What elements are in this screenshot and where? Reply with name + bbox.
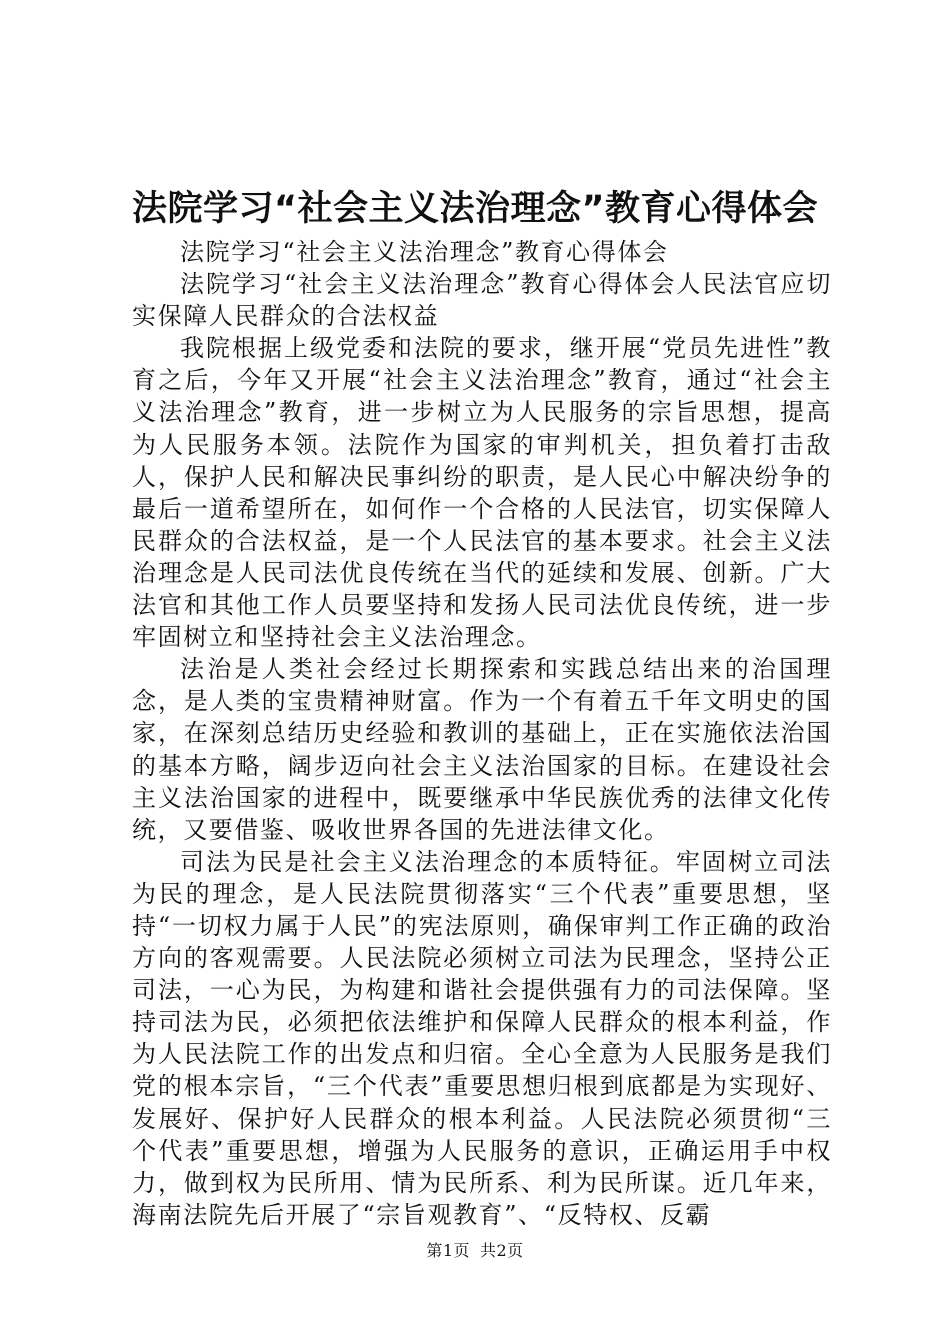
page-total: 共2页 (480, 1241, 524, 1260)
paragraph: 我院根据上级党委和法院的要求，继开展“党员先进性”教育之后，今年又开展“社会主义法治理念”教育，通过“社会主义法治理念”教育，进一步树立为人民服务的宗旨思想，提高为人民服务本领。法院作为国家的审判机关，担负着打击敌人，保护人民和解决民事纠纷的职责，是人民心中解决纷争的最后一道希望所在，如何作一个合格的人民法官，切实保障人民群众的合法权益，是一个人民法官的基本要求。社会主义法治理念是人民司法优良传统在当代的延续和发展、创新。广大法官和其他工作人员要坚持和发扬人民司法优良传统，进一步牢固树立和坚持社会主义法治理念。 (132, 334, 832, 652)
paragraph: 法院学习“社会主义法治理念”教育心得体会 (180, 238, 669, 266)
page-footer (0, 1240, 950, 1262)
paragraph: 司法为民是社会主义法治理念的本质特征。牢固树立司法为民的理念，是人民法院贯彻落实“三个代表”重要思想，坚持“一切权力属于人民”的宪法原则，确保审判工作正确的政治方向的客观需要。人民法院必须树立司法为民理念，坚持公正司法，一心为民，为构建和谐社会提供强有力的司法保障。坚持司法为民，必须把依法维护和保障人民群众的根本利益，作为人民法院工作的出发点和归宿。全心全意为人民服务是我们党的根本宗旨，“三个代表”重要思想归根到底都是为实现好、发展好、保护好人民群众的根本利益。人民法院必须贯彻“三个代表”重要思想，增强为人民服务的意识，正确运用手中权力，做到权为民所用、情为民所系、利为民所谋。近几年来，海南法院先后开展了“宗旨观教育”、“反特权、反霸 (132, 847, 832, 1229)
paragraph: 法院学习“社会主义法治理念”教育心得体会人民法官应切实保障人民群众的合法权益 (132, 270, 832, 331)
paragraph: 法治是人类社会经过长期探索和实践总结出来的治国理念，是人类的宝贵精神财富。作为一个有着五千年文明史的国家，在深刻总结历史经验和教训的基础上，正在实施依法治国的基本方略，阔步迈向社会主义法治国家的目标。在建设社会主义法治国家的进程中，既要继承中华民族优秀的法律文化传统，又要借鉴、吸收世界各国的先进法律文化。 (132, 655, 832, 844)
document-body (132, 236, 832, 1231)
document-title: 法院学习“社会主义法治理念”教育心得体会 (131, 189, 818, 229)
page-number: 第1页 (426, 1241, 470, 1260)
